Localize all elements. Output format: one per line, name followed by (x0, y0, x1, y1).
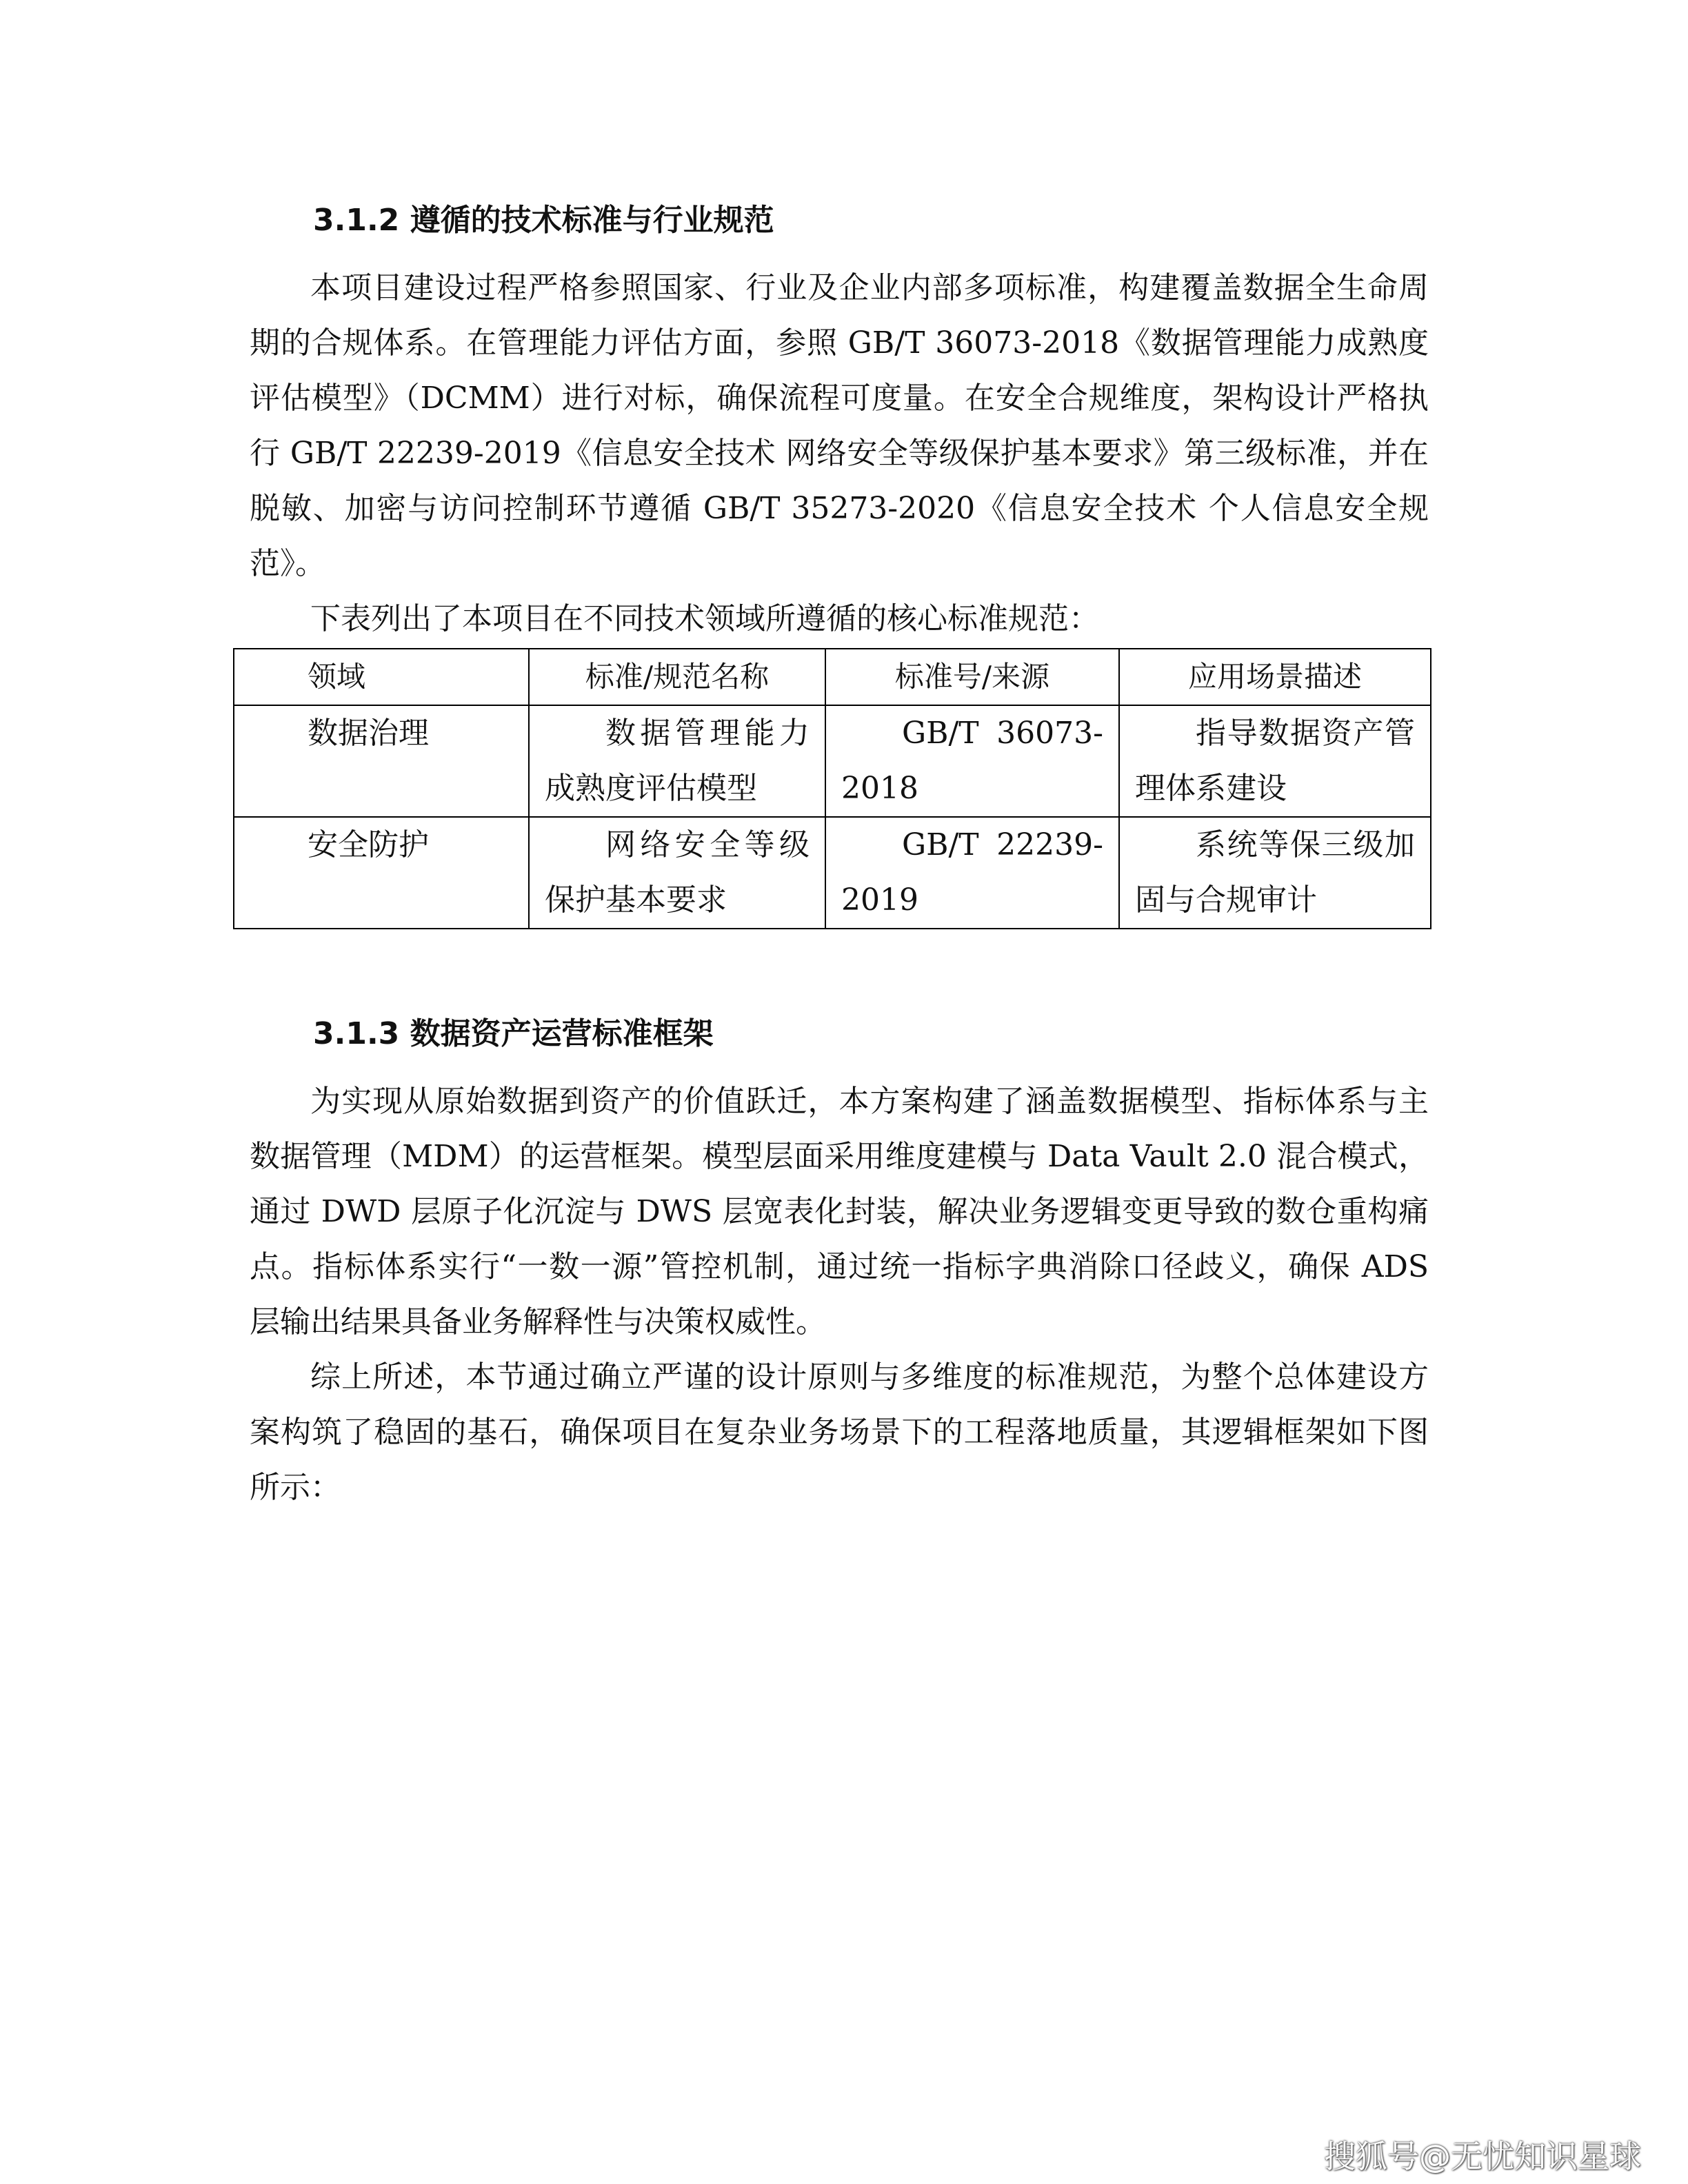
summary-paragraph: 综上所述，本节通过确立严谨的设计原则与多维度的标准规范，为整个总体建设方案构筑了稳固的基石，确保项目在复杂业务场景下的工程落地质量，其逻辑框架如下图所示： (250, 1359, 1429, 1505)
cell-scenario: 指导数据资产管理体系建设 (1119, 705, 1431, 817)
cell-standard-source: GB/T 22239-2019 (825, 817, 1119, 929)
table-row (234, 705, 1431, 817)
cell-domain: 安全防护 (234, 817, 529, 929)
cell-standard-source: GB/T 36073-2018 (825, 705, 1119, 817)
header-standard-name: 标准/规范名称 (529, 649, 825, 705)
framework-paragraph: 为实现从原始数据到资产的价值跃迁，本方案构建了涵盖数据模型、指标体系与主数据管理（MDM）的运营框架。模型层面采用维度建模与 Data Vault 2.0 混合模式，通过 DWD 层原子化沉淀与 DWS 层宽表化封装，解决业务逻辑变更导致的数仓重构痛点。指标体系实行“一数一源”管控机制，通过统一指标字典消除口径歧义，确保 ADS 层输出结果具备业务解释性与决策权威性。 (250, 1084, 1429, 1339)
standards-paragraph: 本项目建设过程严格参照国家、行业及企业内部多项标准，构建覆盖数据全生命周期的合规体系。在管理能力评估方面，参照 GB/T 36073-2018《数据管理能力成熟度评估模型》（DCMM）进行对标，确保流程可度量。在安全合规维度，架构设计严格执行 GB/T 22239-2019《信息安全技术 网络安全等级保护基本要求》第三级标准，并在脱敏、加密与访问控制环节遵循 GB/T 35273-2020《信息安全技术 个人信息安全规范》。 (250, 270, 1429, 581)
cell-standard-name: 网络安全等级保护基本要求 (529, 817, 825, 929)
cell-domain: 数据治理 (234, 705, 529, 817)
table-row (234, 817, 1431, 929)
section-heading-3-1-2: 3.1.2 遵循的技术标准与行业规范 (313, 203, 774, 238)
header-domain: 领域 (234, 649, 529, 705)
watermark: 搜狐号@无忧知识星球 (1324, 2138, 1641, 2175)
cell-scenario: 系统等保三级加固与合规审计 (1119, 817, 1431, 929)
table-intro: 下表列出了本项目在不同技术领域所遵循的核心标准规范： (310, 601, 1099, 636)
table-header-row (234, 649, 1431, 705)
section-heading-3-1-3: 3.1.3 数据资产运营标准框架 (313, 1016, 714, 1051)
header-scenario: 应用场景描述 (1119, 649, 1431, 705)
header-standard-source: 标准号/来源 (825, 649, 1119, 705)
cell-standard-name: 数据管理能力成熟度评估模型 (529, 705, 825, 817)
standards-table (233, 648, 1431, 929)
